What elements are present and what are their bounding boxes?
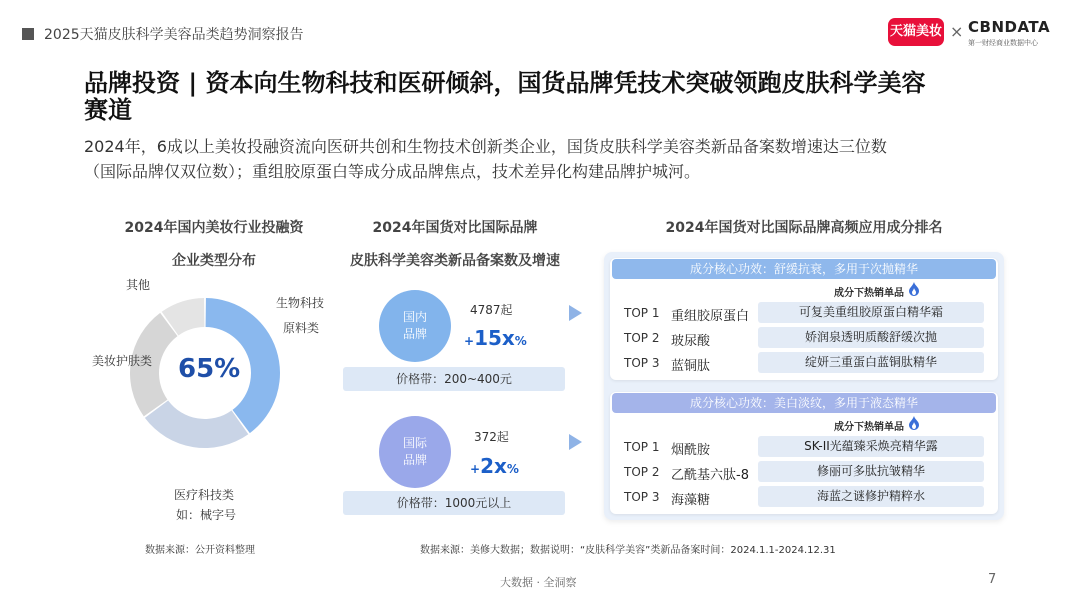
label-bio-tech-line2: 原料类 (283, 321, 320, 335)
domestic-price-band: 价格带：200~400元 (343, 367, 565, 391)
international-brand-circle (379, 416, 451, 488)
middle-section-title (330, 217, 580, 270)
card2-rank-1: TOP 1 (624, 440, 660, 454)
label-medical-tech-line2: 如：械字号 (176, 508, 237, 522)
card1-hot-label: 成分下热销单品 (834, 288, 904, 299)
card2-ingredient-1: 烟酰胺 (671, 443, 711, 458)
flame-icon (908, 282, 920, 296)
report-title: 2025天猫皮肤科学美容品类趋势洞察报告 (44, 27, 304, 43)
international-growth (470, 454, 519, 478)
card1-ingredient-3: 蓝铜肽 (671, 359, 711, 374)
card2-product-3: 海蓝之谜修护精粹水 (758, 486, 984, 507)
card1-product-2: 娇润泉透明质酸舒缓次抛 (758, 327, 984, 348)
card2-product-2: 修丽可多肽抗皱精华 (758, 461, 984, 482)
international-filing-count: 372起 (474, 430, 509, 444)
tmall-logo: 天猫美妆 (888, 18, 944, 46)
logo-separator: × (950, 22, 964, 41)
arrow-right-icon-2 (569, 434, 582, 450)
domestic-growth-sign: + (464, 334, 475, 348)
header-square-icon (22, 28, 34, 40)
international-circle-line1: 国际 (402, 436, 427, 450)
card1-ingredient-1: 重组胶原蛋白 (671, 309, 750, 324)
domestic-growth-num: 15x (474, 326, 515, 350)
card1-ingredient-2: 玻尿酸 (671, 334, 711, 349)
international-circle-line2: 品牌 (402, 453, 427, 467)
domestic-circle-line2: 品牌 (402, 327, 427, 341)
card2-ingredient-3: 海藻糖 (671, 493, 711, 508)
left-title-line1: 2024年国内美妆行业投融资 (124, 220, 304, 236)
page-title (84, 70, 1024, 124)
international-growth-sign: + (470, 462, 481, 476)
label-bio-tech-line1: 生物科技 (276, 296, 325, 310)
card1-product-1: 可复美重组胶原蛋白精华霜 (758, 302, 984, 323)
page-number: 7 (988, 572, 997, 587)
footer-slogan: 大数据 · 全洞察 (500, 576, 577, 589)
page-title-line2: 赛道 (84, 96, 132, 124)
page-subtitle-line1: 2024年，6成以上美妆投融资流向医研共创和生物技术创新类企业，国货皮肤科学美容类新品备案数增速达三位数 (84, 137, 887, 156)
left-section-title (104, 217, 324, 270)
middle-title-line1: 2024年国货对比国际品牌 (372, 220, 538, 236)
donut-center-percentage: 65% (178, 354, 241, 384)
card2-ingredient-2: 乙酰基六肽-8 (671, 468, 749, 483)
card1-rank-3: TOP 3 (624, 356, 660, 370)
card1-rank-2: TOP 2 (624, 331, 660, 345)
card2-rank-3: TOP 3 (624, 490, 660, 504)
card2-hot-label: 成分下热销单品 (834, 422, 904, 433)
left-title-line2: 企业类型分布 (172, 253, 256, 269)
card1-header: 成分核心功效：舒缓抗衰，多用于次抛精华 (612, 259, 996, 279)
card2-rank-2: TOP 2 (624, 465, 660, 479)
page-title-line1: 品牌投资 | 资本向生物科技和医研倾斜，国货品牌凭技术突破领跑皮肤科学美容 (84, 69, 926, 97)
label-medical-tech-line1: 医疗科技类 (174, 488, 235, 502)
label-other: 其他 (126, 278, 151, 292)
middle-data-source: 数据来源：美修大数据；数据说明：“皮肤科学美容”类新品备案时间：2024.1.1-2024.12.31 (420, 545, 836, 556)
card2-header: 成分核心功效：美白淡纹，多用于液态精华 (612, 393, 996, 413)
donut-slice-2 (145, 401, 248, 448)
middle-title-line2: 皮肤科学美容类新品备案数及增速 (350, 253, 560, 269)
international-growth-num: 2x (480, 454, 507, 478)
card1-rank-1: TOP 1 (624, 306, 660, 320)
card1-product-3: 绽妍三重蛋白蓝铜肽精华 (758, 352, 984, 373)
domestic-growth-unit: % (514, 334, 527, 348)
arrow-right-icon-1 (569, 305, 582, 321)
cbndata-logo: CBNDATA (968, 18, 1051, 36)
international-growth-unit: % (506, 462, 519, 476)
international-price-band: 价格带：1000元以上 (343, 491, 565, 515)
flame-icon (908, 416, 920, 430)
domestic-circle-line1: 国内 (402, 310, 427, 324)
domestic-filing-count: 4787起 (470, 303, 513, 317)
cbndata-logo-subtitle: 第一财经商业数据中心 (968, 39, 1038, 47)
card2-product-1: SK-II光蕴臻采焕亮精华露 (758, 436, 984, 457)
label-beauty-skincare: 美妆护肤类 (92, 354, 153, 368)
domestic-growth (464, 326, 527, 350)
left-data-source: 数据来源：公开资料整理 (145, 545, 255, 556)
page-subtitle (84, 134, 1024, 184)
right-section-title: 2024年国货对比国际品牌高频应用成分排名 (665, 220, 943, 236)
domestic-brand-circle (379, 290, 451, 362)
page-subtitle-line2: （国际品牌仅双位数）；重组胶原蛋白等成分成品牌焦点，技术差异化构建品牌护城河。 (84, 162, 701, 181)
